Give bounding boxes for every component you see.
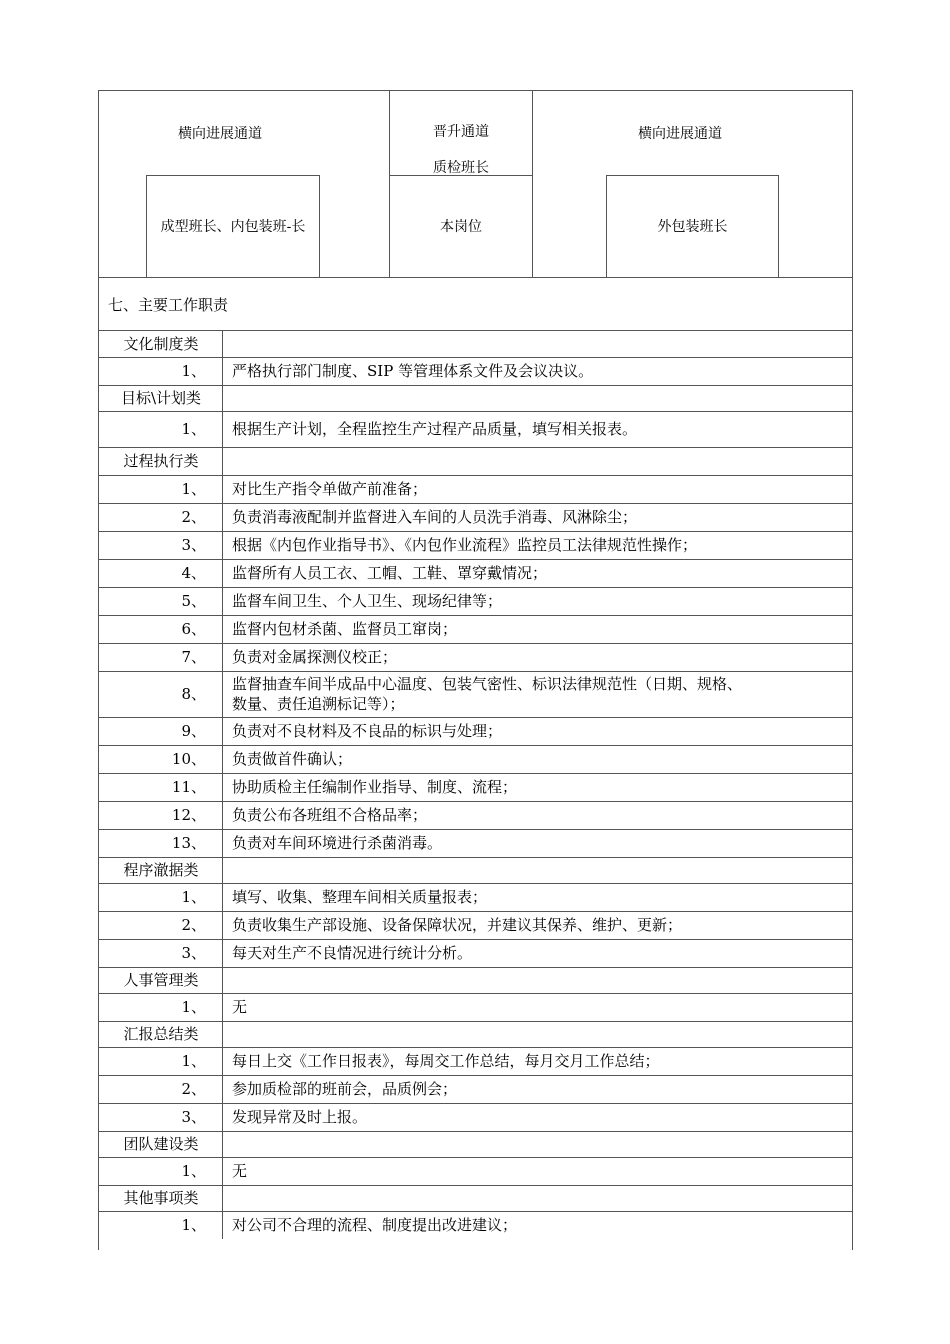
item-number: 1、 <box>181 1216 206 1234</box>
item-number: 3、 <box>181 944 206 962</box>
column-divider <box>222 717 223 745</box>
column-divider <box>222 671 223 717</box>
column-divider <box>222 883 223 911</box>
category-label: 其他事项类 <box>123 1189 199 1207</box>
category-label: 目标\计划类 <box>120 389 202 407</box>
item-number: 3、 <box>181 536 206 554</box>
item-text: 负责对不良材料及不良品的标识与处理； <box>232 722 503 740</box>
item-text: 参加质检部的班前会，品质例会； <box>232 1080 458 1098</box>
column-divider <box>222 801 223 829</box>
item-number: 1、 <box>181 998 206 1016</box>
right-path-header: 横向进展通道 <box>638 126 722 142</box>
row-divider <box>98 1075 853 1076</box>
left-path-header: 横向进展通道 <box>178 126 262 142</box>
section-title: 七、主要工作职责 <box>108 296 229 314</box>
item-text: 协助质检主任编制作业指导、制度、流程； <box>232 778 518 796</box>
column-divider <box>222 615 223 643</box>
row-divider <box>98 1157 853 1158</box>
row-divider <box>98 1021 853 1022</box>
column-divider <box>222 447 223 475</box>
column-divider <box>222 331 223 357</box>
divider <box>389 90 390 278</box>
item-number: 2、 <box>181 1080 206 1098</box>
column-divider <box>222 939 223 967</box>
column-divider <box>222 357 223 385</box>
column-divider <box>222 829 223 857</box>
row-divider <box>98 1211 853 1212</box>
divider <box>532 90 533 278</box>
item-number: 1、 <box>181 362 206 380</box>
column-divider <box>222 1047 223 1075</box>
row-divider <box>98 615 853 616</box>
item-number: 2、 <box>181 508 206 526</box>
row-divider <box>98 1047 853 1048</box>
item-number: 1、 <box>181 1052 206 1070</box>
item-text: 对公司不合理的流程、制度提出改进建议； <box>232 1216 518 1234</box>
column-divider <box>222 559 223 587</box>
item-number: 3、 <box>181 1108 206 1126</box>
item-text: 负责消毒液配制并监督进入车间的人员洗手消毒、风淋除尘； <box>232 508 638 526</box>
item-text: 监督车间卫生、个人卫生、现场纪律等； <box>232 592 503 610</box>
column-divider <box>222 587 223 615</box>
item-number: 4、 <box>181 564 206 582</box>
item-number: 1、 <box>181 888 206 906</box>
center-path-header: 晋升通道 <box>433 124 489 140</box>
divider <box>98 277 853 278</box>
item-text: 每日上交《工作日报表》，每周交工作总结，每月交月工作总结； <box>232 1052 660 1070</box>
column-divider <box>222 1157 223 1185</box>
item-text: 发现异常及时上报。 <box>232 1108 368 1126</box>
item-number: 7、 <box>181 648 206 666</box>
row-divider <box>98 801 853 802</box>
row-divider <box>98 967 853 968</box>
row-divider <box>98 385 853 386</box>
item-text: 严格执行部门制度、SIP 等管理体系文件及会议决议。 <box>232 362 594 380</box>
row-divider <box>98 559 853 560</box>
item-text: 填写、收集、整理车间相关质量报表； <box>232 888 488 906</box>
column-divider <box>222 745 223 773</box>
right-path-box-label: 外包装班长 <box>657 218 728 235</box>
column-divider <box>222 1103 223 1131</box>
category-label: 人事管理类 <box>123 971 199 989</box>
right-path-box <box>606 175 779 278</box>
item-text: 无 <box>232 998 248 1016</box>
row-divider <box>98 993 853 994</box>
item-text: 监督抽查车间半成品中心温度、包装气密性、标识法律规范性（日期、规格、 <box>232 675 743 693</box>
category-label: 汇报总结类 <box>123 1025 199 1043</box>
item-text: 负责公布各班组不合格品率； <box>232 806 428 824</box>
item-text: 负责对金属探测仪校正； <box>232 648 398 666</box>
row-divider <box>98 829 853 830</box>
row-divider <box>98 1131 853 1132</box>
row-divider <box>98 717 853 718</box>
column-divider <box>222 857 223 883</box>
item-text: 每天对生产不良情况进行统计分析。 <box>232 944 473 962</box>
item-text: 负责对车间环境进行杀菌消毒。 <box>232 834 443 852</box>
divider <box>98 330 853 331</box>
column-divider <box>222 993 223 1021</box>
item-text: 负责做首件确认； <box>232 750 353 768</box>
row-divider <box>98 643 853 644</box>
item-number: 10、 <box>171 750 206 768</box>
column-divider <box>222 1021 223 1047</box>
column-divider <box>222 1185 223 1211</box>
row-divider <box>98 1185 853 1186</box>
item-number: 13、 <box>171 834 206 852</box>
column-divider <box>222 773 223 801</box>
item-text: 根据生产计划，全程监控生产过程产品质量，填写相关报表。 <box>232 420 638 438</box>
item-number: 2、 <box>181 916 206 934</box>
row-divider <box>98 475 853 476</box>
item-text: 监督所有人员工衣、工帽、工鞋、罩穿戴情况； <box>232 564 548 582</box>
item-number: 11、 <box>171 778 206 796</box>
row-divider <box>98 911 853 912</box>
row-divider <box>98 773 853 774</box>
row-divider <box>98 883 853 884</box>
item-text-continued: 数量、责任追溯标记等）； <box>232 695 405 713</box>
row-divider <box>98 503 853 504</box>
item-number: 6、 <box>181 620 206 638</box>
current-position-label: 本岗位 <box>440 219 482 235</box>
row-divider <box>98 671 853 672</box>
center-path-position: 质检班长 <box>433 160 489 176</box>
column-divider <box>222 385 223 411</box>
column-divider <box>222 967 223 993</box>
column-divider <box>222 411 223 447</box>
left-path-box <box>146 175 320 278</box>
column-divider <box>222 531 223 559</box>
item-number: 9、 <box>181 722 206 740</box>
row-divider <box>98 531 853 532</box>
category-label: 过程执行类 <box>123 452 199 470</box>
column-divider <box>222 475 223 503</box>
category-label: 团队建设类 <box>123 1135 199 1153</box>
row-divider <box>98 587 853 588</box>
column-divider <box>222 503 223 531</box>
row-divider <box>98 857 853 858</box>
row-divider <box>98 357 853 358</box>
column-divider <box>222 1211 223 1239</box>
item-number: 5、 <box>181 592 206 610</box>
item-number: 12、 <box>171 806 206 824</box>
category-label: 程序澈据类 <box>123 861 199 879</box>
row-divider <box>98 745 853 746</box>
item-text: 负责收集生产部设施、设备保障状况，并建议其保养、维护、更新； <box>232 916 683 934</box>
row-divider <box>98 411 853 412</box>
item-text: 无 <box>232 1162 248 1180</box>
row-divider <box>98 1103 853 1104</box>
item-text: 根据《内包作业指导书》、《内包作业流程》监控员工法律规范性操作； <box>232 536 698 554</box>
item-text: 监督内包材杀菌、监督员工窜岗； <box>232 620 458 638</box>
item-number: 1、 <box>181 480 206 498</box>
column-divider <box>222 643 223 671</box>
item-number: 1、 <box>181 1162 206 1180</box>
row-divider <box>98 939 853 940</box>
item-number: 8、 <box>181 685 206 703</box>
item-text: 对比生产指令单做产前准备； <box>232 480 428 498</box>
column-divider <box>222 1075 223 1103</box>
column-divider <box>222 1131 223 1157</box>
category-label: 文化制度类 <box>123 335 199 353</box>
item-number: 1、 <box>181 420 206 438</box>
row-divider <box>98 447 853 448</box>
column-divider <box>222 911 223 939</box>
left-path-box-label: 成型班长、内包装班-长 <box>160 218 306 235</box>
